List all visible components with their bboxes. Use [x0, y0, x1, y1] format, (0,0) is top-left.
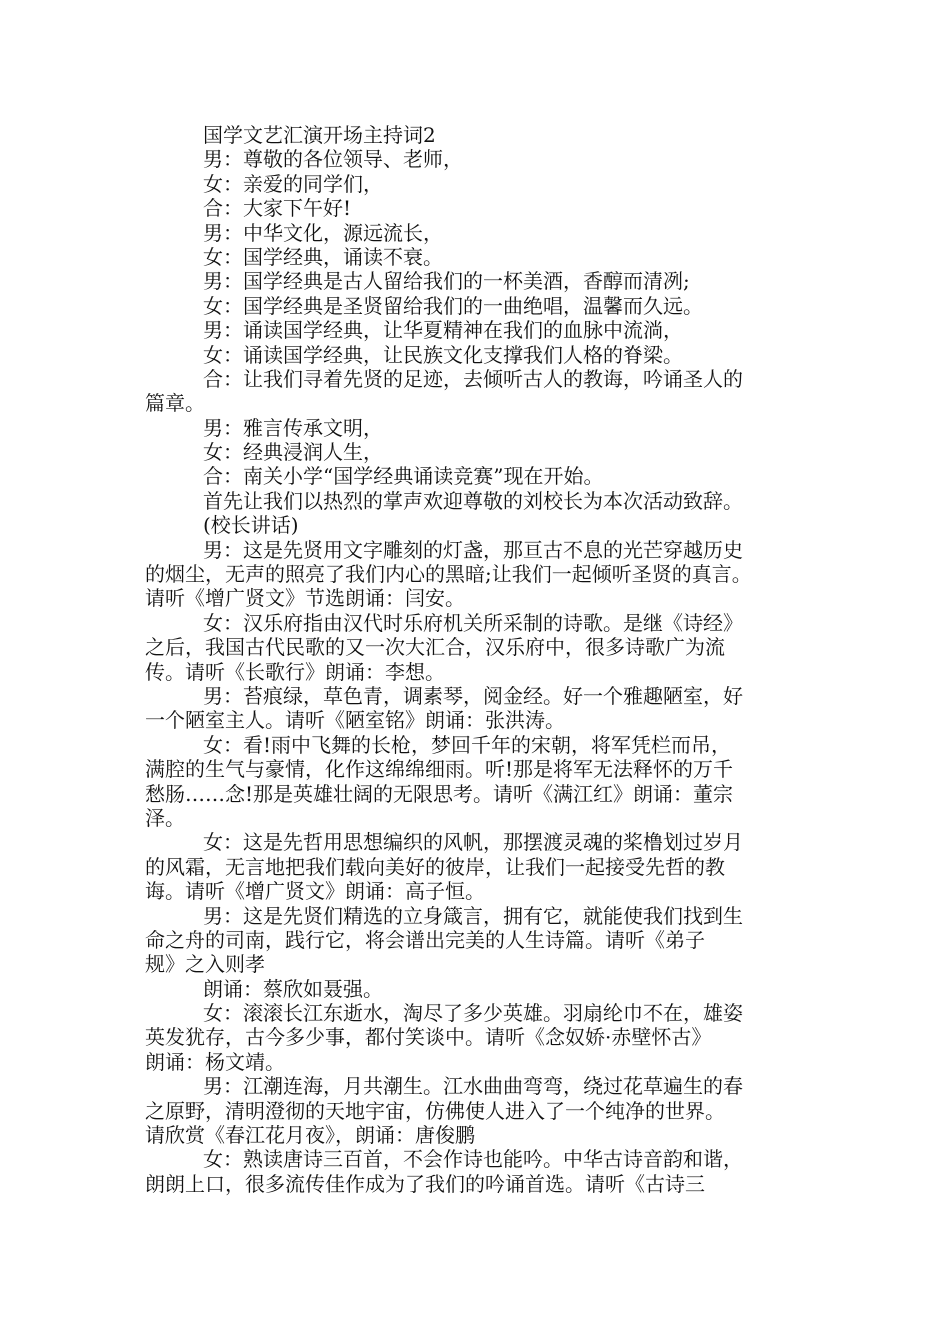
- text-line: 男：雅言传承文明，: [203, 415, 383, 440]
- text-line: 满腔的生气与豪情，化作这绵绵细雨。听!那是将军无法释怀的万千: [145, 757, 734, 782]
- text-line: 男：江潮连海，月共潮生。江水曲曲弯弯，绕过花草遍生的春: [203, 1074, 743, 1099]
- text-line: 男：尊敬的各位领导、老师，: [203, 147, 463, 172]
- document-title: 国学文艺汇演开场主持词2: [203, 123, 436, 147]
- text-line: (校长讲话): [203, 513, 299, 538]
- text-line: 朗诵：杨文靖。: [145, 1049, 285, 1074]
- text-line: 篇章。: [145, 391, 205, 416]
- text-line: 愁肠……念!那是英雄壮阔的无限思考。请听《满江红》朗诵：董宗: [145, 781, 734, 806]
- text-line: 男：诵读国学经典，让华夏精神在我们的血脉中流淌，: [203, 318, 683, 343]
- text-line: 诲。请听《增广贤文》朗诵：高子恒。: [145, 879, 485, 904]
- text-line: 男：苔痕绿，草色青，调素琴，阅金经。好一个雅趣陋室，好: [203, 683, 743, 708]
- text-line: 女：经典浸润人生，: [203, 440, 383, 465]
- text-line: 一个陋室主人。请听《陋室铭》朗诵：张洪涛。: [145, 708, 565, 733]
- text-line: 英发犹存，古今多少事，都付笑谈中。请听《念奴娇·赤壁怀古》: [145, 1025, 712, 1050]
- text-line: 合：让我们寻着先贤的足迹，去倾听古人的教诲，吟诵圣人的: [203, 366, 743, 391]
- text-line: 男：这是先贤们精选的立身箴言，拥有它，就能使我们找到生: [203, 903, 743, 928]
- text-line: 之后，我国古代民歌的又一次大汇合，汉乐府中，很多诗歌广为流: [145, 635, 725, 660]
- text-line: 朗诵：蔡欣如聂强。: [203, 976, 383, 1001]
- text-line: 的风霜，无言地把我们载向美好的彼岸，让我们一起接受先哲的教: [145, 854, 725, 879]
- text-line: 泽。: [145, 805, 185, 830]
- text-line: 女：诵读国学经典，让民族文化支撑我们人格的脊梁。: [203, 342, 683, 367]
- text-line: 男：这是先贤用文字雕刻的灯盏，那亘古不息的光芒穿越历史: [203, 537, 743, 562]
- document-body: [145, 123, 810, 1196]
- text-line: 男：中华文化，源远流长，: [203, 220, 443, 245]
- text-line: 首先让我们以热烈的掌声欢迎尊敬的刘校长为本次活动致辞。: [203, 488, 743, 513]
- text-line: 女：国学经典是圣贤留给我们的一曲绝唱，温馨而久远。: [203, 293, 703, 318]
- text-line: 规》之入则孝: [145, 952, 265, 977]
- text-line: 男：国学经典是古人留给我们的一杯美酒，香醇而清冽;: [203, 269, 690, 294]
- text-line: 之原野，清明澄彻的天地宇宙，仿佛使人进入了一个纯净的世界。: [145, 1098, 725, 1123]
- text-line: 请欣赏《春江花月夜》，朗诵：唐俊鹏: [145, 1123, 475, 1148]
- text-line: 女：滚滚长江东逝水，淘尽了多少英雄。羽扇纶巾不在，雄姿: [203, 1001, 743, 1026]
- text-line: 女：看!雨中飞舞的长枪，梦回千年的宋朝，将军凭栏而吊，: [203, 732, 732, 757]
- text-line: 女：汉乐府指由汉代时乐府机关所采制的诗歌。是继《诗经》: [203, 610, 743, 635]
- text-line: 朗朗上口，很多流传佳作成为了我们的吟诵首选。请听《古诗三: [145, 1171, 705, 1196]
- text-line: 的烟尘，无声的照亮了我们内心的黑暗;让我们一起倾听圣贤的真言。: [145, 562, 752, 587]
- text-line: 女：熟读唐诗三百首，不会作诗也能吟。中华古诗音韵和谐，: [203, 1147, 743, 1172]
- text-line: 女：亲爱的同学们，: [203, 171, 383, 196]
- text-line: 合：大家下午好!: [203, 196, 352, 221]
- text-line: 女：这是先哲用思想编织的风帆，那摆渡灵魂的桨橹划过岁月: [203, 830, 743, 855]
- text-line: 合：南关小学“国学经典诵读竞赛”现在开始。: [203, 464, 604, 489]
- text-line: 女：国学经典，诵读不衰。: [203, 244, 443, 269]
- text-line: 传。请听《长歌行》朗诵：李想。: [145, 659, 445, 684]
- text-line: 命之舟的司南，践行它，将会谱出完美的人生诗篇。请听《弟子: [145, 927, 705, 952]
- text-line: 请听《增广贤文》节选朗诵：闫安。: [145, 586, 465, 611]
